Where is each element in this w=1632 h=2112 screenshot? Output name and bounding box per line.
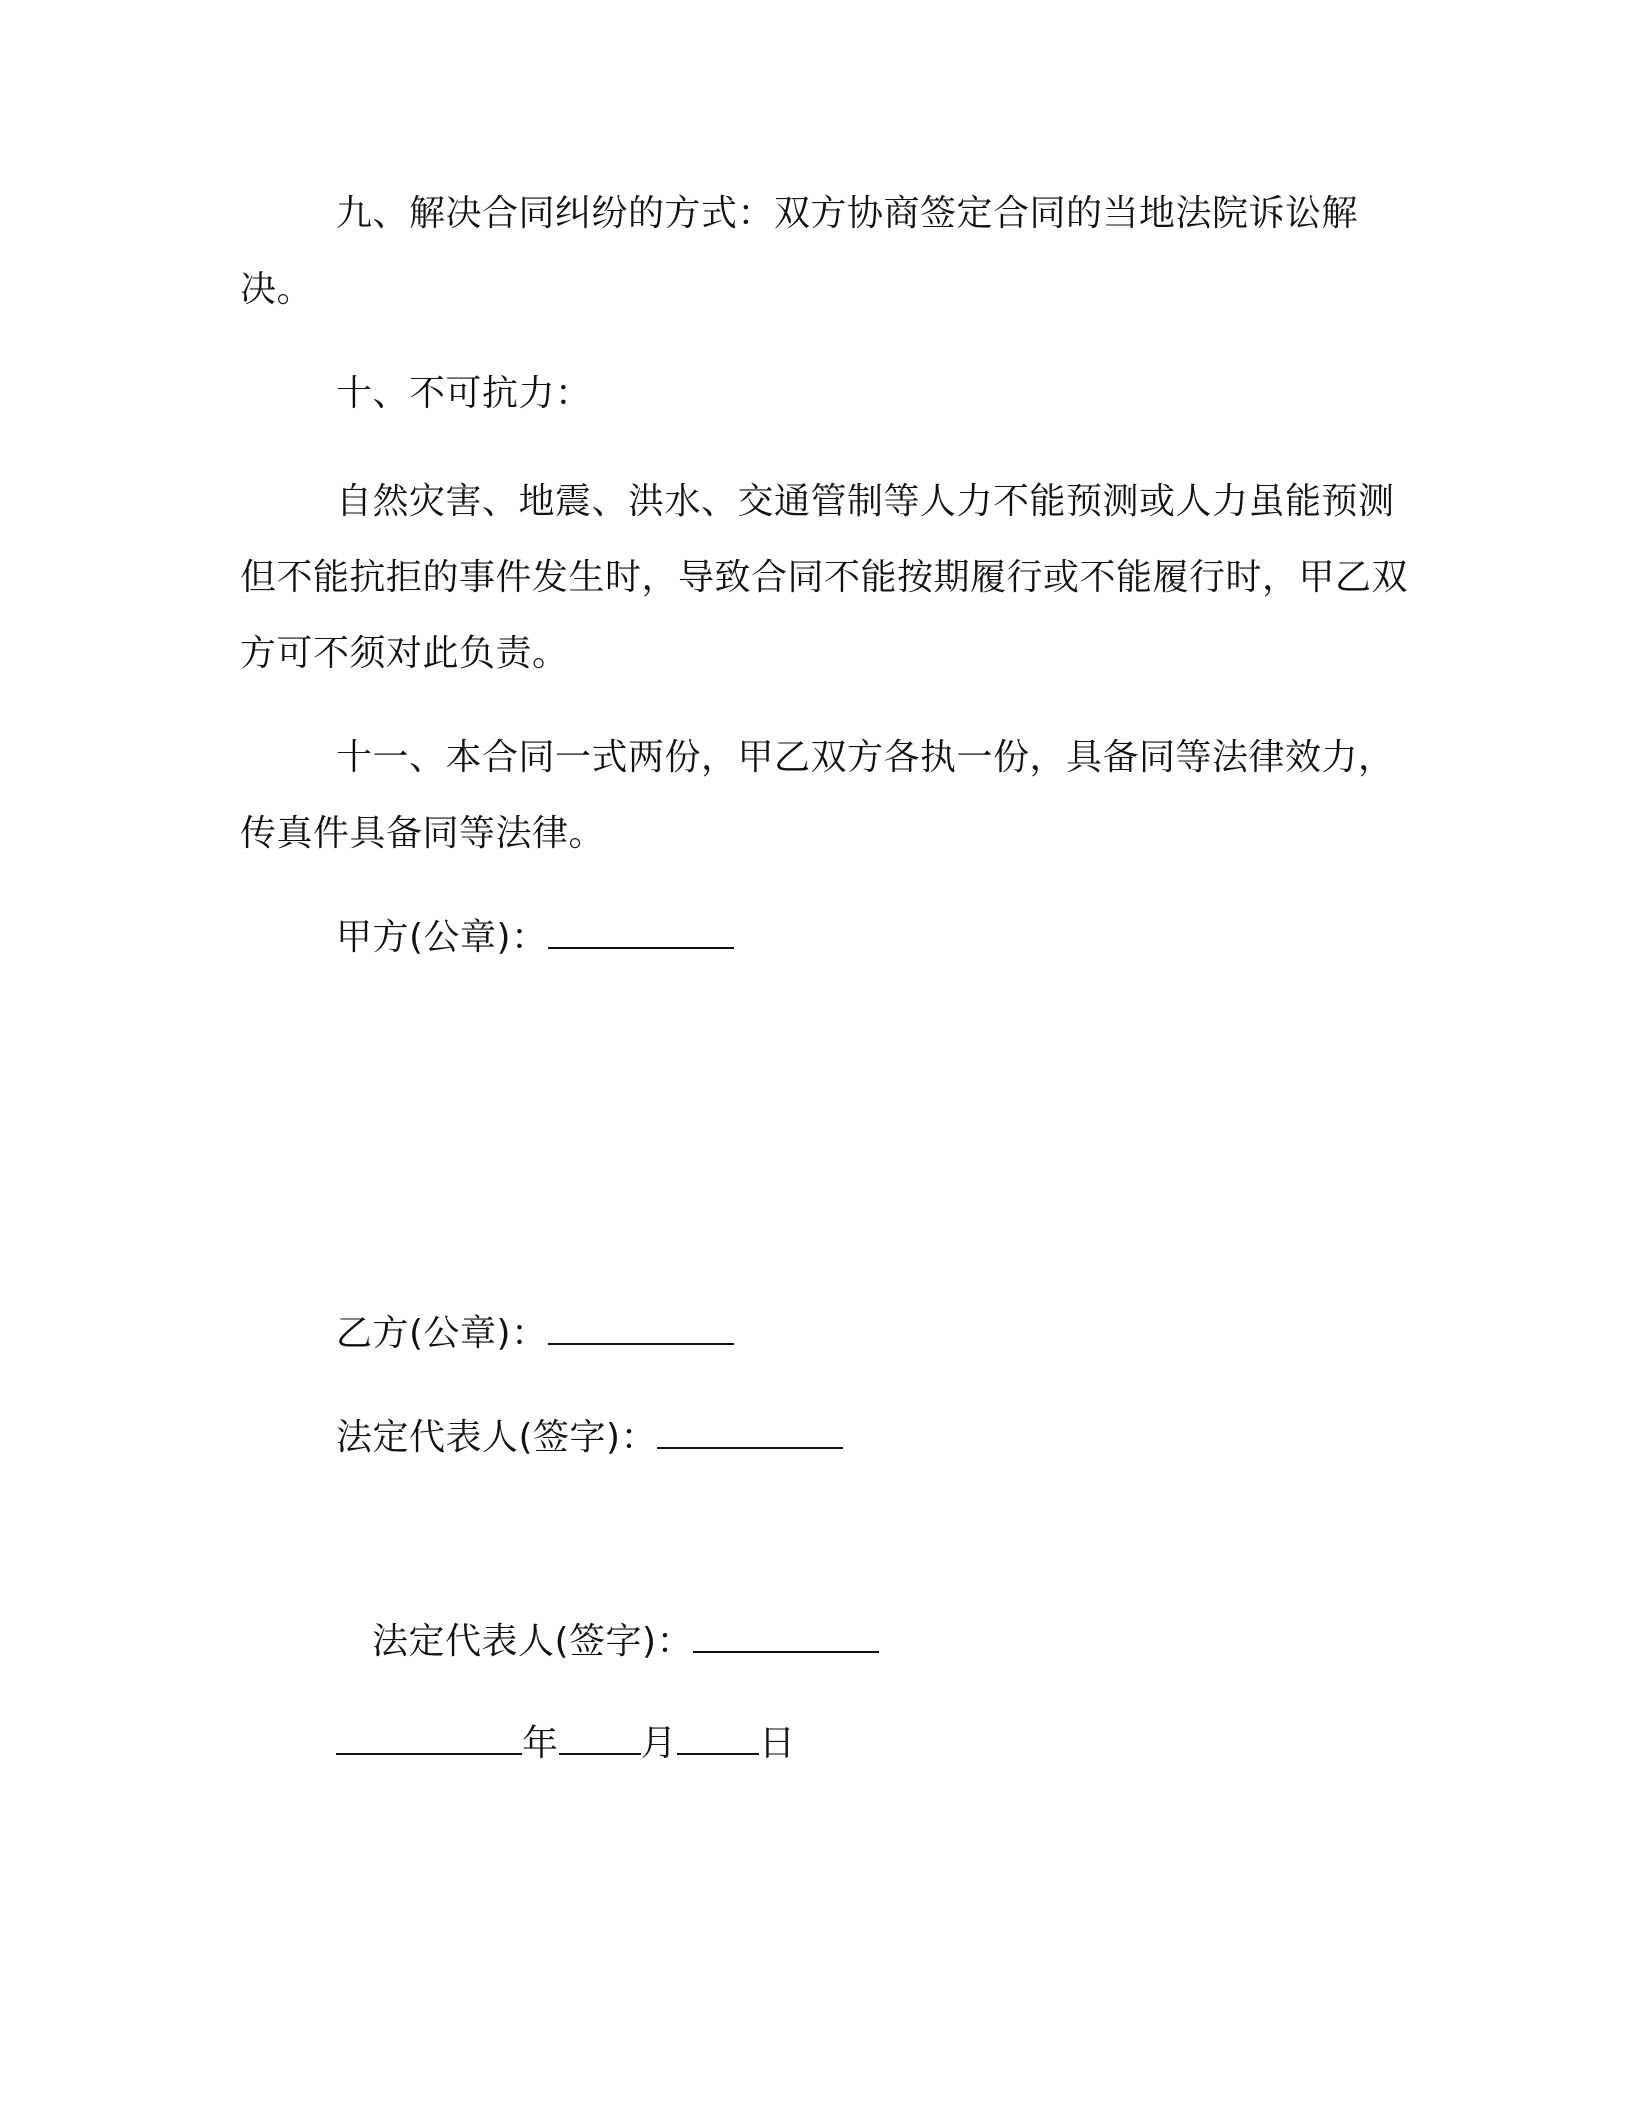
day-blank[interactable]: [677, 1723, 759, 1755]
date-line: [336, 1706, 796, 1782]
party-b-blank[interactable]: [548, 1313, 734, 1345]
representative-a-blank[interactable]: [657, 1417, 843, 1449]
party-a-signature-line: [336, 900, 734, 976]
representative-b-label: 法定代表人(签字)：: [372, 1621, 694, 1662]
party-a-label: 甲方(公章)：: [336, 917, 548, 958]
party-b-label: 乙方(公章)：: [336, 1313, 548, 1354]
party-b-signature-line: [336, 1296, 734, 1372]
clause-eleven: 十一、本合同一式两份，甲乙双方各执一份，具备同等法律效力，传真件具备同等法律。: [240, 737, 1395, 854]
day-label: 日: [759, 1723, 796, 1764]
clause-ten-body: 自然灾害、地震、洪水、交通管制等人力不能预测或人力虽能预测但不能抗拒的事件发生时，导致合同不能按期履行或不能履行时，甲乙双方可不须对此负责。: [240, 481, 1409, 674]
month-blank[interactable]: [559, 1723, 641, 1755]
representative-a-signature-line: [336, 1400, 843, 1476]
representative-a-label: 法定代表人(签字)：: [336, 1417, 658, 1458]
representative-b-signature-line: [372, 1604, 879, 1680]
month-label: 月: [640, 1723, 678, 1764]
clause-nine: 九、解决合同纠纷的方式：双方协商签定合同的当地法院诉讼解决。: [240, 193, 1359, 310]
year-label: 年: [522, 1723, 559, 1764]
representative-b-blank[interactable]: [693, 1621, 879, 1653]
party-a-blank[interactable]: [548, 917, 734, 949]
clause-ten-title: 十、不可抗力：: [336, 373, 592, 414]
year-blank[interactable]: [336, 1723, 522, 1755]
